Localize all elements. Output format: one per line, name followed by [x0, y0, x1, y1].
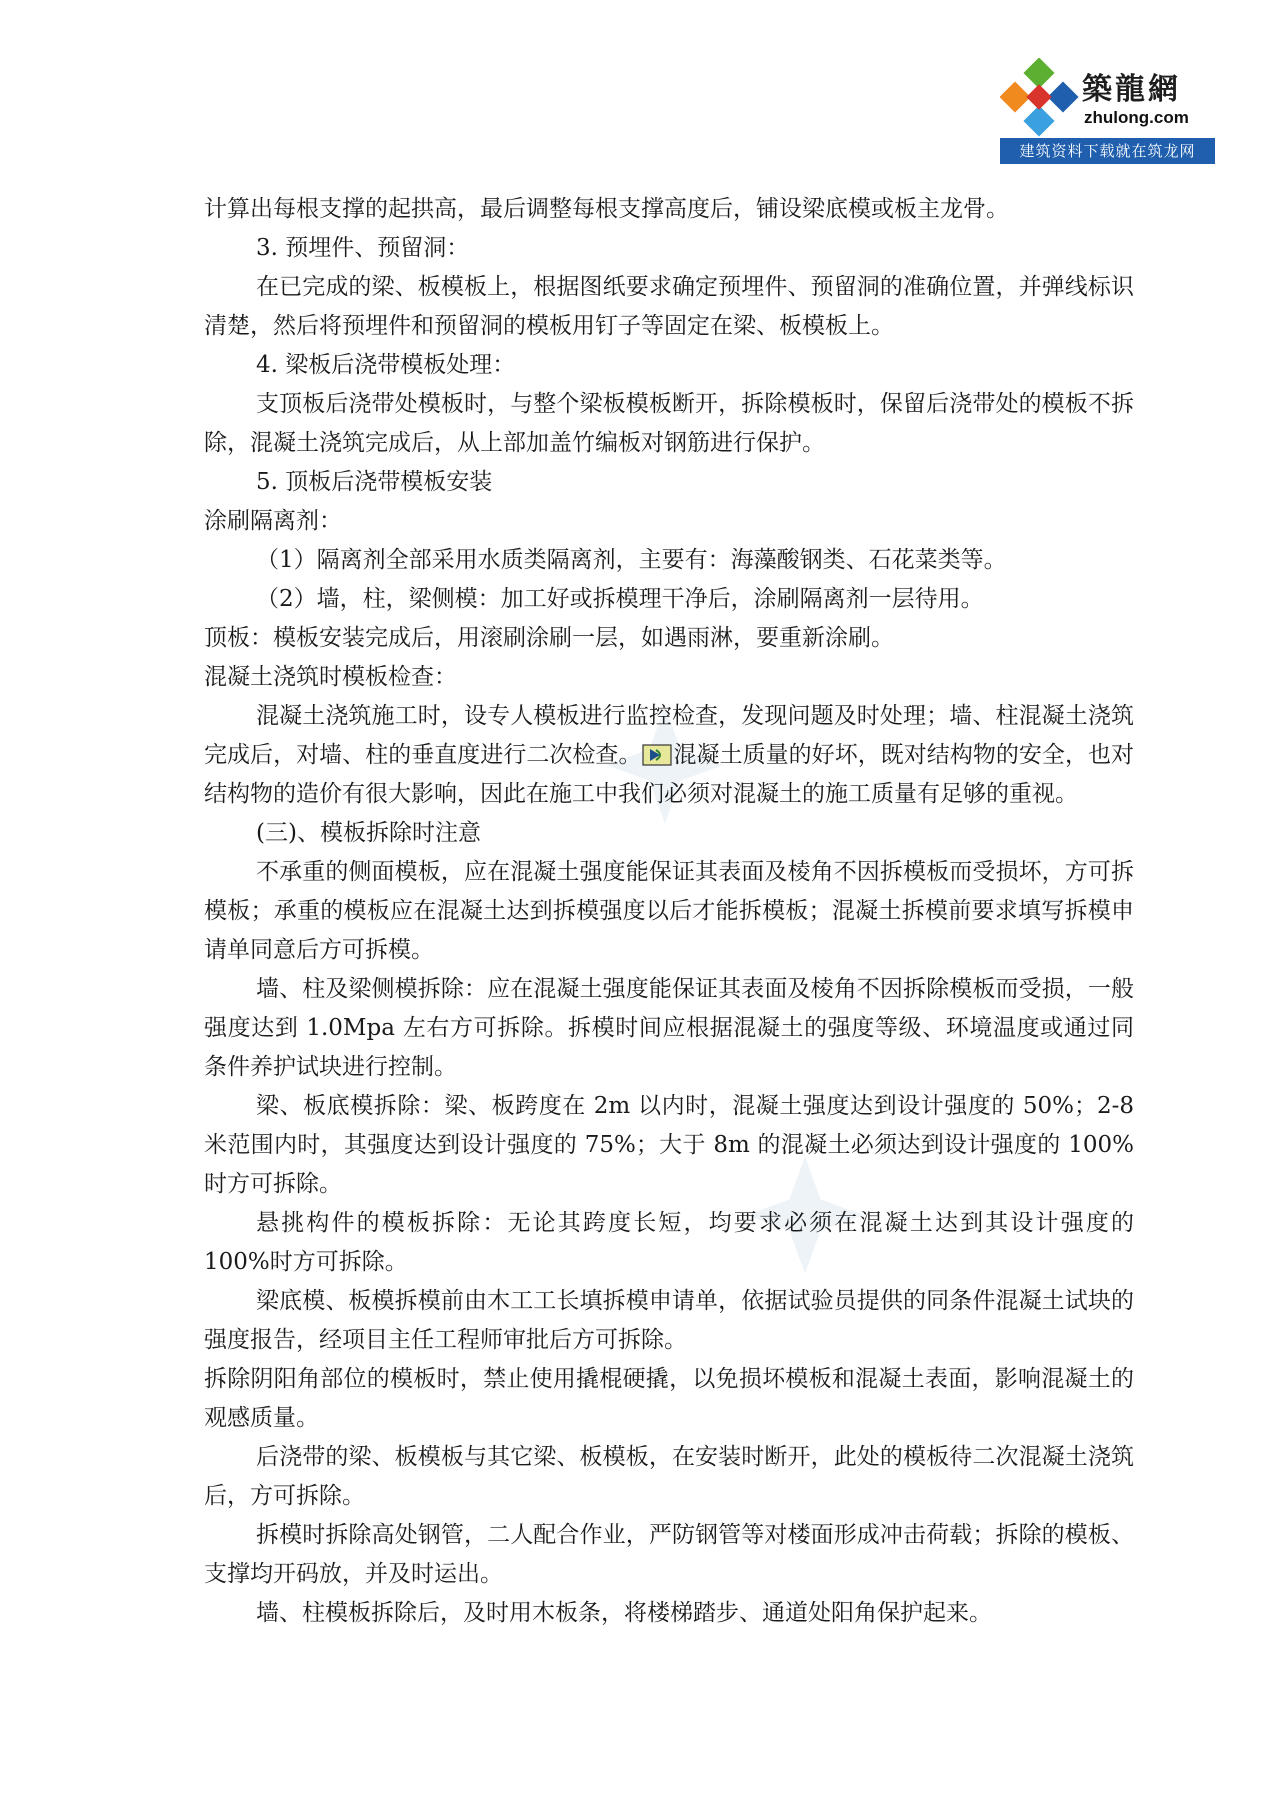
section-heading: 涂刷隔离剂：	[204, 508, 342, 534]
section-heading: 5. 顶板后浇带模板安装	[256, 469, 493, 495]
logo-slogan: 建筑资料下载就在筑龙网	[1000, 138, 1215, 164]
logo-name: 築龍網	[1082, 72, 1181, 107]
paragraph: 拆模时拆除高处钢管，二人配合作业，严防钢管等对楼面形成冲击荷载；拆除的模板、支撑均开码放，并及时运出。	[204, 1522, 1134, 1587]
section-heading: (三)、模板拆除时注意	[256, 820, 481, 846]
paragraph: 支顶板后浇带处模板时，与整个梁板模板断开，拆除模板时，保留后浇带处的模板不拆除，混凝土浇筑完成后，从上部加盖竹编板对钢筋进行保护。	[204, 391, 1134, 456]
paragraph: 拆除阴阳角部位的模板时，禁止使用撬棍硬撬，以免损坏模板和混凝土表面，影响混凝土的观感质量。	[204, 1366, 1134, 1431]
paragraph: 在已完成的梁、板模板上，根据图纸要求确定预埋件、预留洞的准确位置，并弹线标识清楚，然后将预埋件和预留洞的模板用钉子等固定在梁、板模板上。	[204, 274, 1134, 339]
paragraph-text-a: 混凝土浇筑施工时，设专人模板进行监控检查，发现问题及时处理；墙、柱混凝土浇筑完成后，对墙、柱的垂直度进行二次检查。	[204, 703, 1134, 768]
paragraph: 顶板：模板安装完成后，用滚刷涂刷一层，如遇雨淋，要重新涂刷。	[204, 625, 894, 651]
paragraph: 悬挑构件的模板拆除：无论其跨度长短，均要求必须在混凝土达到其设计强度的 100%时方可拆除。	[204, 1210, 1134, 1275]
list-item: （2）墙，柱，梁侧模：加工好或拆模理干净后，涂刷隔离剂一层待用。	[256, 586, 984, 612]
paragraph: 墙、柱及梁侧模拆除：应在混凝土强度能保证其表面及棱角不因拆除模板而受损，一般强度达到 1.0Mpa 左右方可拆除。拆模时间应根据混凝土的强度等级、环境温度或通过同条件养护试块进行控制。	[204, 976, 1134, 1080]
paragraph-text-b: 混凝土质量的好坏，既对结构物的安全，也对结构物的造价有很大影响，因此在施工中我们必须对混凝土的施工质量有足够的重视。	[204, 742, 1135, 807]
zhulong-logo	[1000, 58, 1215, 166]
paragraph: 墙、柱模板拆除后，及时用木板条，将楼梯踏步、通道处阳角保护起来。	[256, 1600, 992, 1626]
note-icon[interactable]	[642, 744, 672, 766]
paragraph: 梁、板底模拆除：梁、板跨度在 2m 以内时，混凝土强度达到设计强度的 50%；2-8 米范围内时，其强度达到设计强度的 75%；大于 8m 的混凝土必须达到设计强度的 100%时方可拆除。	[204, 1093, 1134, 1197]
list-item: （1）隔离剂全部采用水质类隔离剂，主要有：海藻酸钢类、石花菜类等。	[256, 547, 1007, 573]
paragraph: 不承重的侧面模板，应在混凝土强度能保证其表面及棱角不因拆模板而受损坏，方可拆模板；承重的模板应在混凝土达到拆模强度以后才能拆模板；混凝土拆模前要求填写拆模申请单同意后方可拆模。	[204, 859, 1134, 963]
section-heading: 4. 梁板后浇带模板处理：	[256, 352, 516, 378]
zhulong-logo-icon	[1000, 58, 1080, 138]
paragraph: 梁底模、板模拆模前由木工工长填拆模申请单，依据试验员提供的同条件混凝土试块的强度报告，经项目主任工程师审批后方可拆除。	[204, 1288, 1134, 1353]
document-body	[204, 190, 1134, 1633]
paragraph: 计算出每根支撑的起拱高，最后调整每根支撑高度后，铺设梁底模或板主龙骨。	[204, 196, 1009, 222]
section-heading: 3. 预埋件、预留洞：	[256, 235, 470, 261]
paragraph-with-note	[204, 697, 1134, 814]
section-heading: 混凝土浇筑时模板检查：	[204, 664, 457, 690]
paragraph: 后浇带的梁、板模板与其它梁、板模板，在安装时断开，此处的模板待二次混凝土浇筑后，方可拆除。	[204, 1444, 1134, 1509]
logo-url: zhulong.com	[1084, 108, 1189, 127]
